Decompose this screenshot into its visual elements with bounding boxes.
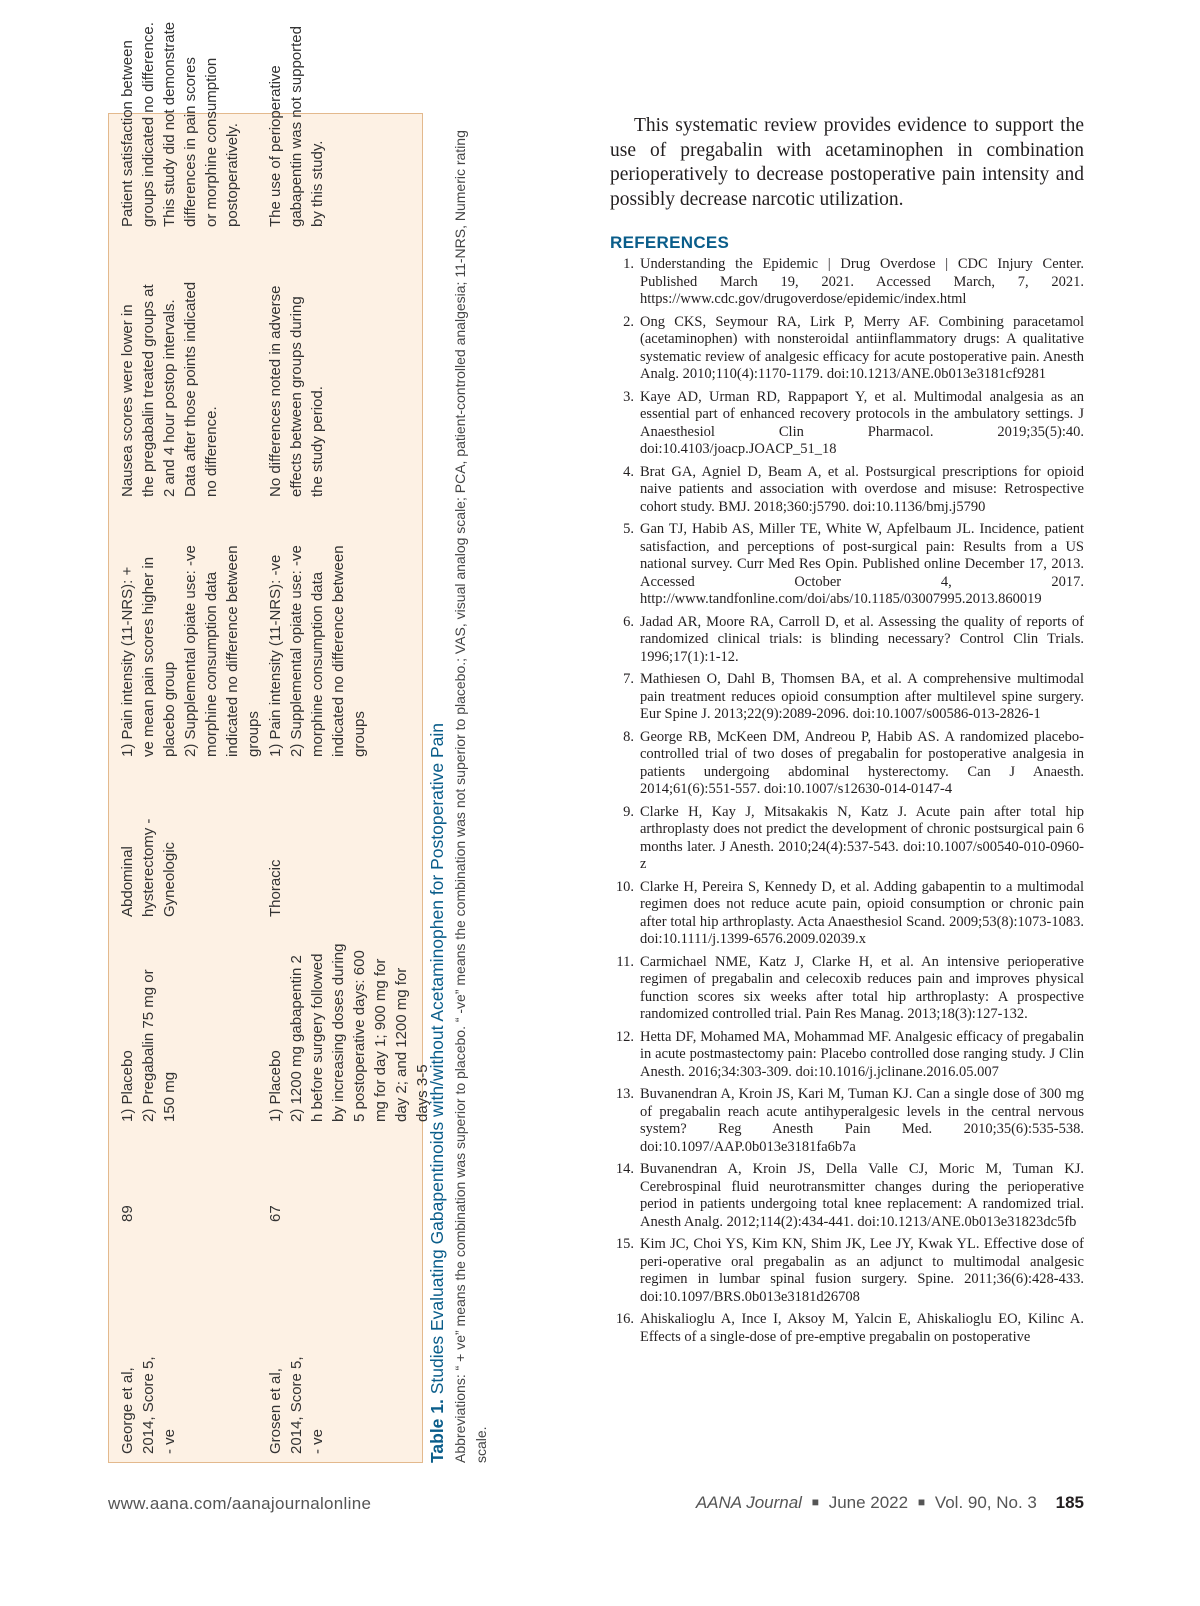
reference-text: Kaye AD, Urman RD, Rappaport Y, et al. Multimodal analgesia as an essential part of enhanced recovery protocols in the ambulatory settings. J Anaesthesiol Clin Pharmacol. 2019;35(5):40. doi:10.4103/joacp.JOACP_51_18 bbox=[640, 388, 1084, 457]
cell-surgery-type: Abdominal hysterectomy - Gyneologic bbox=[119, 818, 178, 917]
reference-text: Gan TJ, Habib AS, Miller TE, White W, Apfelbaum JL. Incidence, patient satisfaction, and perceptions of post-surgical pain: Results from a US national survey. Curr Med Res Opin. Published online December 17, 2013. Accessed October 4, 2017. http://www.tandfonline.com/doi/abs/10.1185/03007995.2013.860019 bbox=[640, 521, 1084, 607]
cell-surgery-type: Thoracic bbox=[267, 859, 284, 917]
separator-square-icon: ■ bbox=[811, 1495, 819, 1509]
reference-item bbox=[610, 256, 1084, 309]
reference-text: George RB, McKeen DM, Andreou P, Habib AS. A randomized placebo-controlled trial of two doses of pregabalin for postoperative analgesia in patients undergoing abdominal hysterectomy. Can J Anaesth. 2014;61(6):551-557. doi:10.1007/s12630-014-0147-4 bbox=[640, 728, 1084, 797]
cell-study: Grosen et al, 2014, Score 5, - ve bbox=[267, 1356, 326, 1454]
reference-number: 2. bbox=[623, 313, 634, 330]
reference-number: 15. bbox=[615, 1236, 634, 1252]
cell-adverse-effects: No differences noted in adverse effects between groups during the study period. bbox=[267, 285, 326, 497]
reference-text: Clarke H, Kay J, Mitsakakis N, Katz J. Acute pain after total hip arthroplasty does not predict the development of chronic postsurgical pain 6 months later. J Anesth. 2010;24(4):537-543. doi:10.1007/s00540-010-0960-z bbox=[640, 803, 1084, 872]
reference-text: Buvanendran A, Kroin JS, Della Valle CJ, Moric M, Tuman KJ. Cerebrospinal fluid neurotransmitter changes during the perioperative period in patients undergoing total knee replacement: A randomized trial. Anesth Analg. 2012;114(2):434-441. doi:10.1213/ANE.0b013e31823dc5fb bbox=[640, 1161, 1084, 1230]
reference-item bbox=[610, 614, 1084, 667]
reference-text: Ong CKS, Seymour RA, Lirk P, Merry AF. Combining paracetamol (acetaminophen) with nonsteroidal antiinflammatory drugs: A qualitative systematic review of analgesic efficacy for acute postoperative pain. Anesth Analg. 2010;110(4):1170-1179. doi:10.1213/ANE.0b013e3181cf9281 bbox=[640, 313, 1084, 382]
reference-item bbox=[610, 314, 1084, 384]
reference-number: 8. bbox=[623, 728, 634, 745]
reference-text: Brat GA, Agniel D, Beam A, et al. Postsurgical prescriptions for opioid naive patients and association with overdose and misuse: Retrospective cohort study. BMJ. 2018;360:j5790. doi:10.1136/bmj.j5790 bbox=[640, 463, 1084, 515]
cell-pain-outcomes: 1) Pain intensity (11-NRS): -ve 2) Supplemental opiate use: -ve morphine consumption data indicated no difference between groups bbox=[267, 545, 368, 757]
issue-date: June 2022 bbox=[828, 1493, 909, 1512]
table-caption-number: Table 1. bbox=[427, 1399, 447, 1463]
cell-study: George et al, 2014, Score 5, - ve bbox=[119, 1356, 178, 1454]
reference-text: Hetta DF, Mohamed MA, Mohammad MF. Analgesic efficacy of pregabalin in acute postmastectomy pain: Placebo controlled dose ranging study. J Clin Anesth. 2016;34:303-309. doi:10.1016/j.jclinane.2016.05.007 bbox=[640, 1028, 1084, 1080]
reference-item bbox=[610, 1236, 1084, 1306]
reference-text: Kim JC, Choi YS, Kim KN, Shim JK, Lee JY, Kwak YL. Effective dose of peri-operative oral pregabalin as an adjunct to multimodal analgesic regimen in lumbar spinal fusion surgery. Spine. 2011;36(6):428-433. doi:10.1097/BRS.0b013e3181d26708 bbox=[640, 1236, 1084, 1305]
cell-sample-size: 67 bbox=[267, 1205, 284, 1222]
footer-url[interactable]: www.aana.com/aanajournalonline bbox=[108, 1494, 372, 1513]
reference-text: Jadad AR, Moore RA, Carroll D, et al. Assessing the quality of reports of randomized clinical trials: is blinding necessary? Control Clin Trials. 1996;17(1):1-12. bbox=[640, 613, 1084, 665]
reference-text: Mathiesen O, Dahl B, Thomsen BA, et al. A comprehensive multimodal pain treatment reduces opioid consumption after multilevel spine surgery. Eur Spine J. 2013;22(9):2089-2096. doi:10.1007/s00586-013-2826-1 bbox=[640, 671, 1084, 722]
reference-item bbox=[610, 804, 1084, 874]
reference-number: 1. bbox=[623, 256, 634, 272]
references-heading: REFERENCES bbox=[610, 233, 730, 252]
reference-number: 10. bbox=[615, 878, 634, 895]
reference-number: 12. bbox=[615, 1028, 634, 1045]
reference-item bbox=[610, 879, 1084, 949]
reference-number: 13. bbox=[615, 1086, 634, 1102]
table-1-rotated bbox=[108, 21, 498, 1463]
reference-number: 11. bbox=[616, 953, 634, 970]
cell-intervention: 1) Placebo 2) 1200 mg gabapentin 2 h before surgery followed by increasing doses during 5 postoperative days: 600 mg for day 1; 900 mg for day 2; and 1200 mg for days 3-5 bbox=[267, 943, 431, 1122]
reference-item bbox=[610, 521, 1084, 609]
table-row bbox=[257, 26, 431, 1462]
cell-intervention: 1) Placebo 2) Pregabalin 75 mg or 150 mg bbox=[119, 969, 178, 1122]
cell-other-outcomes: Patient satisfaction between groups indicated no difference. This study did not demonstrate differences in pain scores or morphine consumption postoperatively. bbox=[119, 21, 241, 227]
cell-sample-size: 89 bbox=[119, 1205, 136, 1222]
reference-item bbox=[610, 1086, 1084, 1156]
reference-item bbox=[610, 671, 1084, 724]
reference-item bbox=[610, 1029, 1084, 1082]
volume-issue: Vol. 90, No. 3 bbox=[934, 1493, 1037, 1512]
reference-text: Carmichael NME, Katz J, Clarke H, et al. An intensive perioperative regimen of pregabalin and celecoxib reduces pain and improves physical function scores six weeks after total hip arthroplasty: A prospective randomized controlled trial. Pain Res Manag. 2013;18(3):127-132. bbox=[640, 953, 1084, 1022]
table-caption-title: Studies Evaluating Gabapentinoids with/without Acetaminophen for Postoperative Pain bbox=[427, 722, 447, 1395]
reference-number: 4. bbox=[623, 463, 634, 480]
reference-item bbox=[610, 954, 1084, 1024]
reference-number: 7. bbox=[623, 671, 634, 687]
page-number: 185 bbox=[1055, 1493, 1084, 1512]
cell-pain-outcomes: 1) Pain intensity (11-NRS): + ve mean pain scores higher in placebo group 2) Supplemental opiate use: -ve morphine consumption data indicated no difference between groups bbox=[119, 545, 262, 757]
reference-text: Ahiskalioglu A, Ince I, Aksoy M, Yalcin E, Ahiskalioglu EO, Kilinc A. Effects of a single-dose of pre-emptive pregabalin on postoperative bbox=[640, 1311, 1084, 1345]
footer-journal-info bbox=[696, 1493, 1084, 1513]
reference-number: 6. bbox=[623, 613, 634, 630]
separator-square-icon: ■ bbox=[917, 1495, 926, 1509]
reference-text: Understanding the Epidemic | Drug Overdose | CDC Injury Center. Published March 19, 2021. Accessed March, 7, 2021. https://www.cdc.gov/drugoverdose/epidemic/index.html bbox=[640, 256, 1084, 307]
journal-name: AANA Journal bbox=[695, 1493, 802, 1512]
reference-number: 9. bbox=[623, 803, 634, 820]
reference-text: Clarke H, Pereira S, Kennedy D, et al. Adding gabapentin to a multimodal regimen does not reduce acute pain, opioid consumption or chronic pain after total hip arthroplasty. Acta Anaesthesiol Scand. 2009;53(8):1073-1083. doi:10.1111/j.1399-6576.2009.02039.x bbox=[640, 878, 1084, 947]
reference-number: 16. bbox=[615, 1311, 634, 1327]
table-body bbox=[108, 21, 431, 1463]
reference-number: 3. bbox=[623, 388, 634, 405]
reference-item bbox=[610, 1161, 1084, 1231]
table-row bbox=[109, 21, 262, 1462]
cell-adverse-effects: Nausea scores were lower in the pregabalin treated groups at 2 and 4 hour postop intervals. Data after those points indicated no difference. bbox=[119, 281, 220, 497]
cell-other-outcomes: The use of perioperative gabapentin was not supported by this study. bbox=[267, 26, 326, 227]
reference-item bbox=[610, 729, 1084, 799]
reference-item bbox=[610, 389, 1084, 459]
references-list bbox=[610, 256, 1084, 1351]
summary-paragraph: This systematic review provides evidence to support the use of pregabalin with acetaminophen in combination perioperatively to decrease postoperative pain intensity and possibly decrease narcotic utilization. bbox=[610, 115, 1084, 210]
reference-text: Buvanendran A, Kroin JS, Kari M, Tuman KJ. Can a single dose of 300 mg of pregabalin reach acute antihyperalgesic levels in the central nervous system? Reg Anesth Pain Med. 2010;35(6):535-538. doi:10.1097/AAP.0b013e3181fa6b7a bbox=[640, 1086, 1084, 1155]
reference-number: 5. bbox=[623, 521, 634, 537]
table-caption bbox=[426, 123, 448, 1463]
reference-number: 14. bbox=[615, 1161, 634, 1177]
table-abbreviations: Abbreviations: “ + ve” means the combination was superior to placebo. “ -ve” means the combination was not superior to placebo.; VAS, visual analog scale; PCA, patient-controlled analgesia; 11-NRS, Numeric rating scale. bbox=[452, 130, 489, 1463]
reference-item bbox=[610, 464, 1084, 517]
reference-item bbox=[610, 1311, 1084, 1346]
